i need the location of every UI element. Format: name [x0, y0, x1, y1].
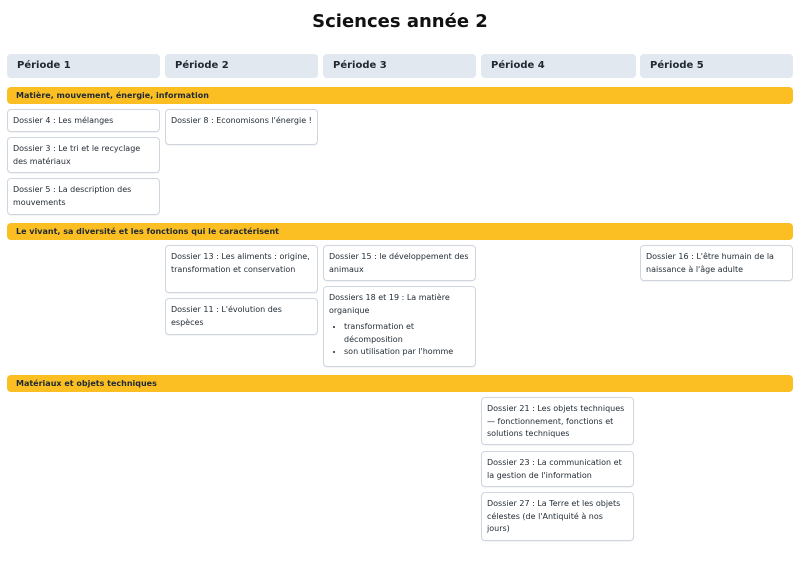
theme-band-matiere: Matière, mouvement, énergie, information: [7, 87, 793, 104]
dossier-card-5: Dossier 5 : La description des mouvements: [7, 178, 160, 215]
dossier-card-23: Dossier 23 : La communication et la gestion de l'information: [481, 451, 634, 487]
period-header-1: Période 1: [7, 54, 160, 78]
period-header-3: Période 3: [323, 54, 476, 78]
dossier-card-11: Dossier 11 : L'évolution des espèces: [165, 298, 318, 335]
dossier-card-18-19: [323, 286, 476, 367]
dossier-card-3: Dossier 3 : Le tri et le recyclage des matériaux: [7, 137, 160, 173]
dossier-card-15: Dossier 15 : le développement des animaux: [323, 245, 476, 281]
period-header-5: Période 5: [640, 54, 793, 78]
page-title: Sciences année 2: [312, 11, 488, 32]
dossier-card-16: Dossier 16 : L'être humain de la naissance à l'âge adulte: [640, 245, 793, 281]
dossier-card-8: Dossier 8 : Economisons l'énergie !: [165, 109, 318, 145]
dossier-card-21: Dossier 21 : Les objets techniques — fonctionnement, fonctions et solutions techniques: [481, 397, 634, 445]
theme-band-materiaux: Matériaux et objets techniques: [7, 375, 793, 392]
period-header-4: Période 4: [481, 54, 636, 78]
dossier-card-4: Dossier 4 : Les mélanges: [7, 109, 160, 132]
dossier-card-18-19-title: Dossiers 18 et 19 : La matière organique: [329, 293, 450, 315]
dossier-card-27: Dossier 27 : La Terre et les objets célestes (de l'Antiquité à nos jours): [481, 492, 634, 541]
period-header-2: Période 2: [165, 54, 318, 78]
list-item: • son utilisation par l'homme: [344, 346, 470, 359]
dossier-card-18-19-list: [329, 321, 470, 359]
theme-band-vivant: Le vivant, sa diversité et les fonctions qui le caractérisent: [7, 223, 793, 240]
dossier-card-13: Dossier 13 : Les aliments : origine, transformation et conservation: [165, 245, 318, 293]
list-item: • transformation et décomposition: [344, 321, 470, 346]
